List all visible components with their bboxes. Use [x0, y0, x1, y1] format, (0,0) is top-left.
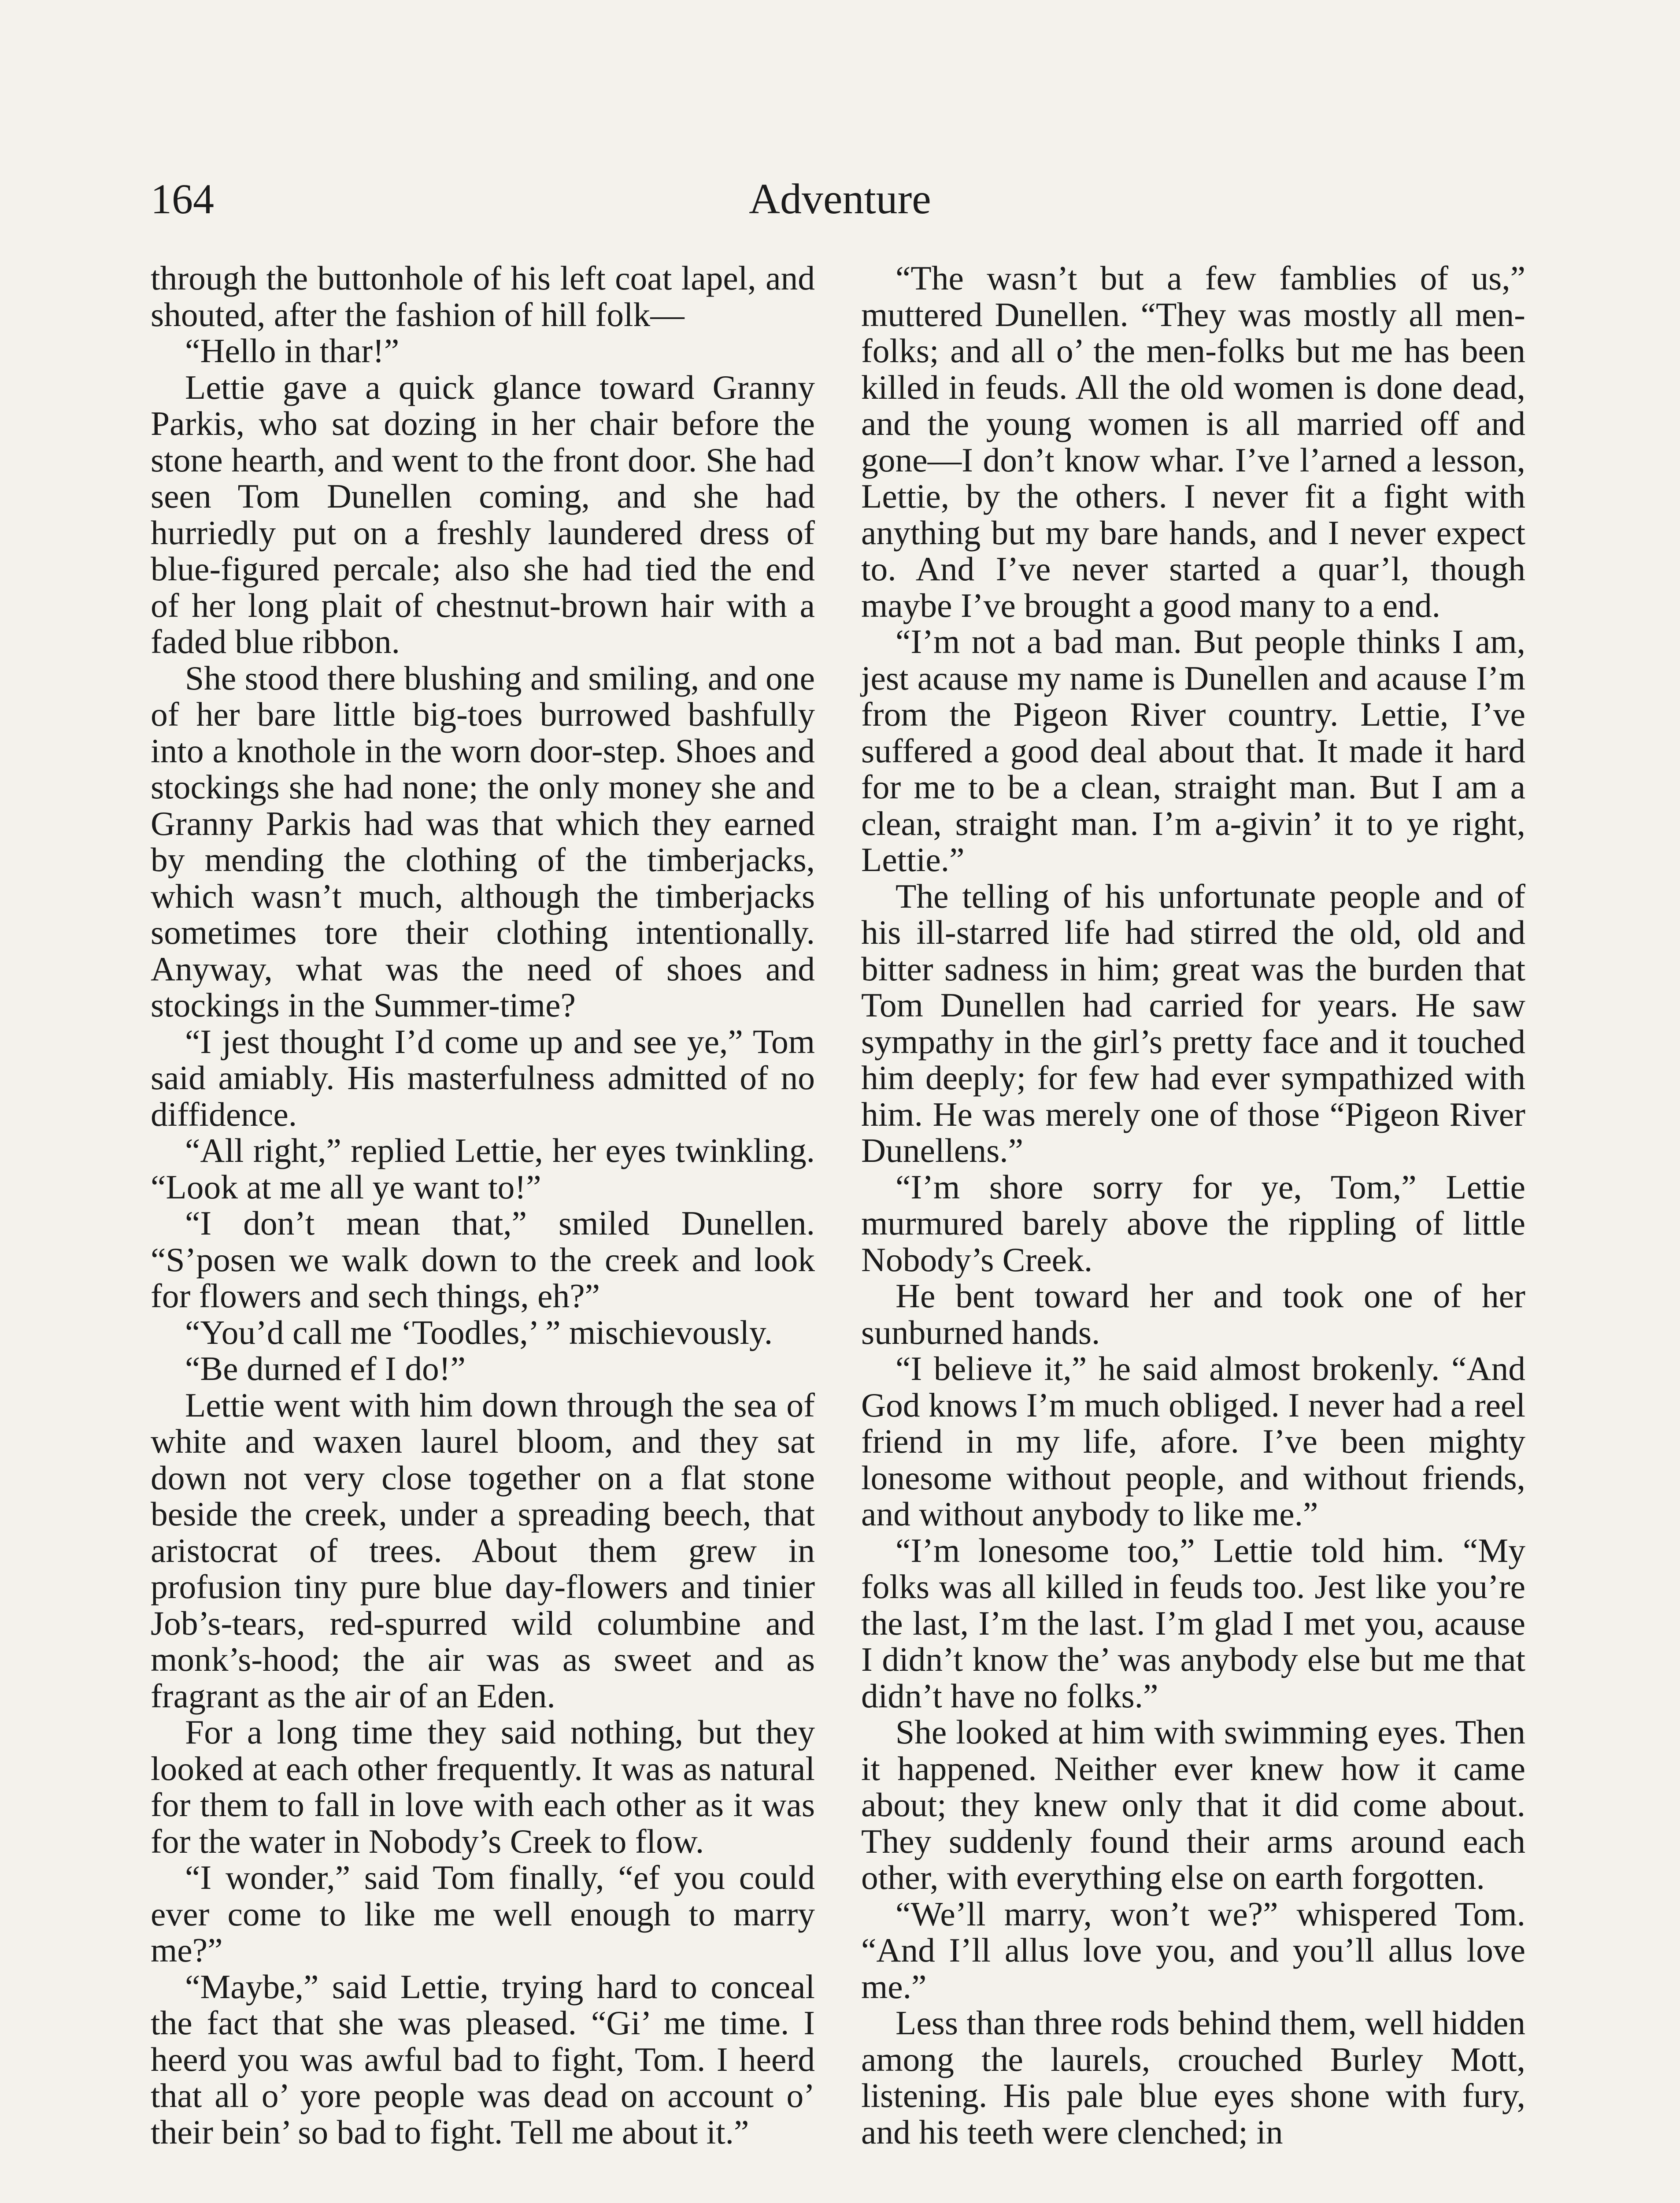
- paragraph: through the buttonhole of his left coat lapel, and shouted, after the fashion of hill folk—: [151, 259, 815, 334]
- paragraph: She looked at him with swimming eyes. Then it happened. Neither ever knew how it came about; they knew only that it did come about. They suddenly found their arms around each other, with everything else on earth forgotten.: [861, 1713, 1525, 1896]
- paragraph: “I believe it,” he said almost brokenly. “And God knows I’m much obliged. I never had a reel friend in my life, afore. I’ve been mighty lonesome without people, and without friends, and without anybody to like me.”: [861, 1350, 1525, 1533]
- paragraph: The telling of his unfortunate people and of his ill-starred life had stirred the old, old and bitter sadness in him; great was the burden that Tom Dunellen had carried for years. He saw sympathy in the girl’s pretty face and it touched him deeply; for few had ever sympathized with him. He was merely one of those “Pigeon River Dunellens.”: [861, 877, 1525, 1169]
- paragraph: Lettie went with him down through the sea of white and waxen laurel bloom, and they sat down not very close together on a flat stone beside the creek, under a spreading beech, that aristocrat of trees. About them grew in profusion tiny pure blue day-flowers and tinier Job’s-tears, red-spurred wild columbine and monk’s-hood; the air was as sweet and as fragrant as the air of an Eden.: [151, 1386, 815, 1715]
- paragraph: “The wasn’t but a few famblies of us,” muttered Dunellen. “They was mostly all men-folks; and all o’ the men-folks but me has been killed in feuds. All the old women is done dead, and the young women is all married off and gone—I don’t know whar. I’ve l’arned a lesson, Lettie, by the others. I never fit a fight with anything but my bare hands, and I never expect to. And I’ve never started a quar’l, though maybe I’ve brought a good many to a end.: [861, 259, 1525, 624]
- paragraph: “I’m shore sorry for ye, Tom,” Lettie murmured barely above the rippling of little Nobody’s Creek.: [861, 1168, 1525, 1279]
- paragraph: He bent toward her and took one of her sunburned hands.: [861, 1277, 1525, 1351]
- left-column: [151, 260, 815, 2150]
- paragraph: “I’m lonesome too,” Lettie told him. “My folks was all killed in feuds too. Jest like you’re the last, I’m the last. I’m glad I met you, acause I didn’t know the’ was anybody else but me that didn’t have no folks.”: [861, 1531, 1525, 1715]
- right-column: [861, 260, 1525, 2150]
- paragraph: “You’d call me ‘Toodles,’ ” mischievously.: [185, 1313, 773, 1351]
- paragraph: “All right,” replied Lettie, her eyes twinkling. “Look at me all ye want to!”: [151, 1131, 815, 1206]
- paragraph: For a long time they said nothing, but they looked at each other frequently. It was as natural for them to fall in love with each other as it was for the water in Nobody’s Creek to flow.: [151, 1713, 815, 1860]
- running-title: Adventure: [749, 175, 931, 223]
- paragraph: “Hello in thar!”: [185, 332, 400, 370]
- paragraph: “I don’t mean that,” smiled Dunellen. “S’posen we walk down to the creek and look for flowers and sech things, eh?”: [151, 1204, 815, 1315]
- page-header: [151, 173, 1529, 234]
- paragraph: “We’ll marry, won’t we?” whispered Tom. “And I’ll allus love you, and you’ll allus love me.”: [861, 1895, 1525, 2006]
- page-number: 164: [151, 175, 214, 223]
- paragraph: Lettie gave a quick glance toward Granny Parkis, who sat dozing in her chair before the stone hearth, and went to the front door. She had seen Tom Dunellen coming, and she had hurriedly put on a freshly laundered dress of blue-figured percale; also she had tied the end of her long plait of chestnut-brown hair with a faded blue ribbon.: [151, 368, 815, 660]
- paragraph: “I’m not a bad man. But people thinks I am, jest acause my name is Dunellen and acause I’m from the Pigeon River country. Lettie, I’ve suffered a good deal about that. It made it hard for me to be a clean, straight man. But I am a clean, straight man. I’m a-givin’ it to ye right, Lettie.”: [861, 623, 1525, 879]
- paragraph: “I wonder,” said Tom finally, “ef you could ever come to like me well enough to marry me?”: [151, 1858, 815, 1969]
- paragraph: “Maybe,” said Lettie, trying hard to conceal the fact that she was pleased. “Gi’ me time. I heerd you was awful bad to fight, Tom. I heerd that all o’ yore people was dead on account o’ their bein’ so bad to fight. Tell me about it.”: [151, 1967, 815, 2151]
- paragraph: “I jest thought I’d come up and see ye,” Tom said amiably. His masterfulness admitted of no diffidence.: [151, 1022, 815, 1133]
- paragraph: She stood there blushing and smiling, and one of her bare little big-toes burrowed bashfully into a knothole in the worn door-step. Shoes and stockings she had none; the only money she and Granny Parkis had was that which they earned by mending the clothing of the timberjacks, which wasn’t much, although the timberjacks sometimes tore their clothing intentionally. Anyway, what was the need of shoes and stockings in the Summer-time?: [151, 659, 815, 1024]
- paragraph: Less than three rods behind them, well hidden among the laurels, crouched Burley Mott, listening. His pale blue eyes shone with fury, and his teeth were clenched; in: [861, 2004, 1525, 2151]
- paragraph: “Be durned ef I do!”: [185, 1350, 466, 1387]
